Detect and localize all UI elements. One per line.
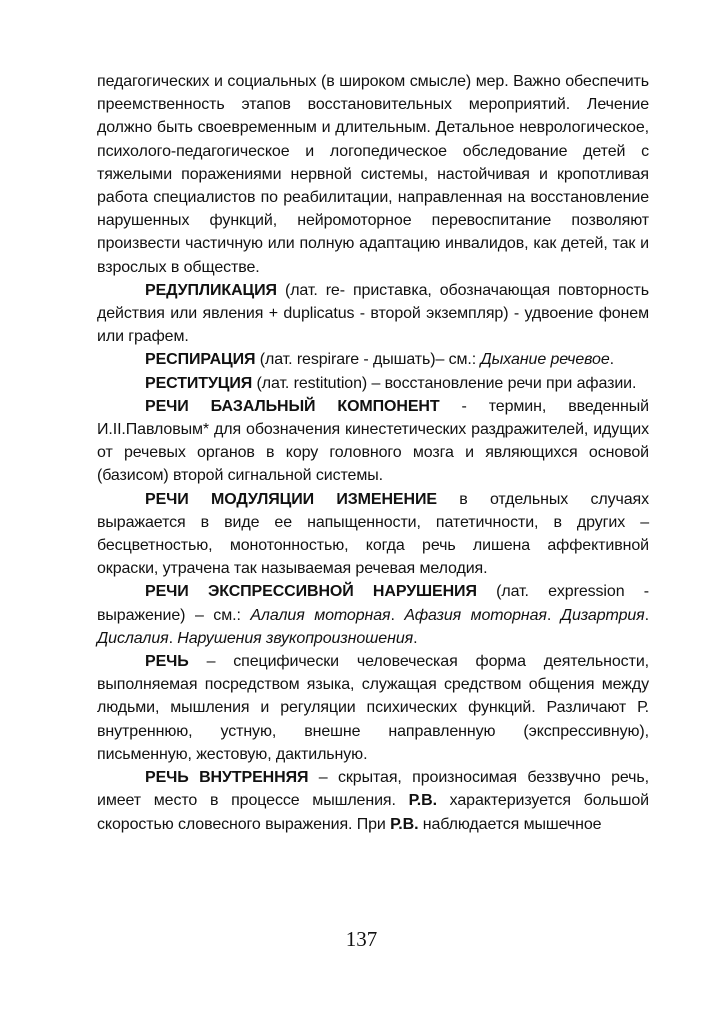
cross-reference: Нарушения звукопроизношения bbox=[177, 629, 414, 647]
cross-reference: Дислалия bbox=[97, 629, 169, 647]
entry-speech-modulation-change bbox=[97, 488, 649, 581]
text-run: педагогических и социальных (в широком смысле) мер. Важно обеспечить преемственность этапов восстановительных мероприятий. Лечение должно быть своевременным и длительным. Детальное неврологическое, психолого-педагогическое и логопедическое обследование детей с тяжелыми поражениями нервной системы, настойчивая и кропотливая работа специалистов по реабилитации, направленная на восстановление нарушенных функций, нейромоторное перевоспитание позволяют произвести частичную или полную адаптацию инвалидов, как детей, так и взрослых в обществе. bbox=[97, 73, 649, 276]
entry-definition: (лат. restitution) – восстановление речи при афазии. bbox=[252, 374, 637, 392]
entry-term: РЕДУПЛИКАЦИЯ bbox=[145, 281, 277, 299]
text-run: . bbox=[168, 629, 178, 647]
entry-definition: - термин, введенный И.II.Павловым* для обозначения кинестетических раздражителей, идущих от речевых органов в кору головного мозга и являющихся основой (базисом) второй сигнальной системы. bbox=[97, 397, 650, 485]
entry-speech-basal-component bbox=[97, 395, 649, 488]
cross-reference: Афазия моторная bbox=[404, 606, 547, 624]
paragraph-0 bbox=[97, 70, 649, 279]
entry-term: РЕЧИ ЭКСПРЕССИВНОЙ НАРУШЕНИЯ bbox=[145, 583, 477, 601]
entry-expressive-speech-disorders bbox=[97, 580, 649, 650]
entry-term: РЕЧЬ bbox=[145, 653, 189, 671]
entry-definition: – специфически человеческая форма деятельности, выполняемая посредством языка, служащая средством общения между людьми, мышления и регуляции психических функций. Различают Р. внутреннюю, устную, внешне направленную (экспрессивную), письменную, жестовую, дактильную. bbox=[97, 653, 649, 763]
entry-restitution bbox=[97, 372, 649, 395]
entry-term: РЕЧИ МОДУЛЯЦИИ ИЗМЕНЕНИЕ bbox=[145, 490, 437, 508]
entry-term: РЕЧЬ ВНУТРЕННЯЯ bbox=[145, 769, 309, 787]
text-run: . bbox=[546, 606, 561, 624]
entry-term: РЕСПИРАЦИЯ bbox=[145, 351, 256, 369]
text-run: . bbox=[390, 606, 405, 624]
entry-definition: (лат. respirare - дышать)– см.: bbox=[255, 351, 481, 369]
cross-reference: Дизартрия bbox=[560, 606, 645, 624]
entry-definition: в отдельных случаях выражается в виде ее напыщенности, патетичности, в других – бесцветностью, монотонностью, когда речь лишена аффективной окраски, утрачена так называемая речевая мелодия. bbox=[97, 490, 649, 578]
page-number: 137 bbox=[345, 927, 378, 951]
entry-term: РЕСТИТУЦИЯ bbox=[145, 374, 253, 392]
entry-definition: (лат. re- приставка, обозначающая повторность действия или явления + duplicatus - второй экземпляр) - удвоение фонем или графем. bbox=[97, 281, 649, 346]
text-run: характеризуется большой скоростью словесного выражения. При bbox=[97, 792, 649, 833]
text-run: . bbox=[644, 606, 649, 624]
text-run: наблюдается мышечное bbox=[418, 815, 602, 833]
entry-respiration bbox=[97, 348, 649, 371]
entry-inner-speech bbox=[97, 766, 649, 836]
cross-reference: Алалия моторная bbox=[250, 606, 391, 624]
cross-reference: Дыхание речевое bbox=[480, 351, 610, 369]
abbreviation: Р.В. bbox=[408, 792, 437, 810]
entry-speech bbox=[97, 650, 649, 766]
abbreviation: Р.В. bbox=[390, 815, 419, 833]
entry-definition: (лат. expression - выражение) – см.: bbox=[97, 583, 649, 624]
text-run: . bbox=[609, 351, 615, 369]
page-body bbox=[97, 70, 649, 836]
entry-definition: – скрытая, произносимая беззвучно речь, имеет место в процессе мышления. bbox=[97, 769, 649, 810]
entry-term: РЕЧИ БАЗАЛЬНЫЙ КОМПОНЕНТ bbox=[145, 397, 440, 415]
entry-reduplication bbox=[97, 279, 649, 349]
text-run: . bbox=[413, 629, 418, 647]
